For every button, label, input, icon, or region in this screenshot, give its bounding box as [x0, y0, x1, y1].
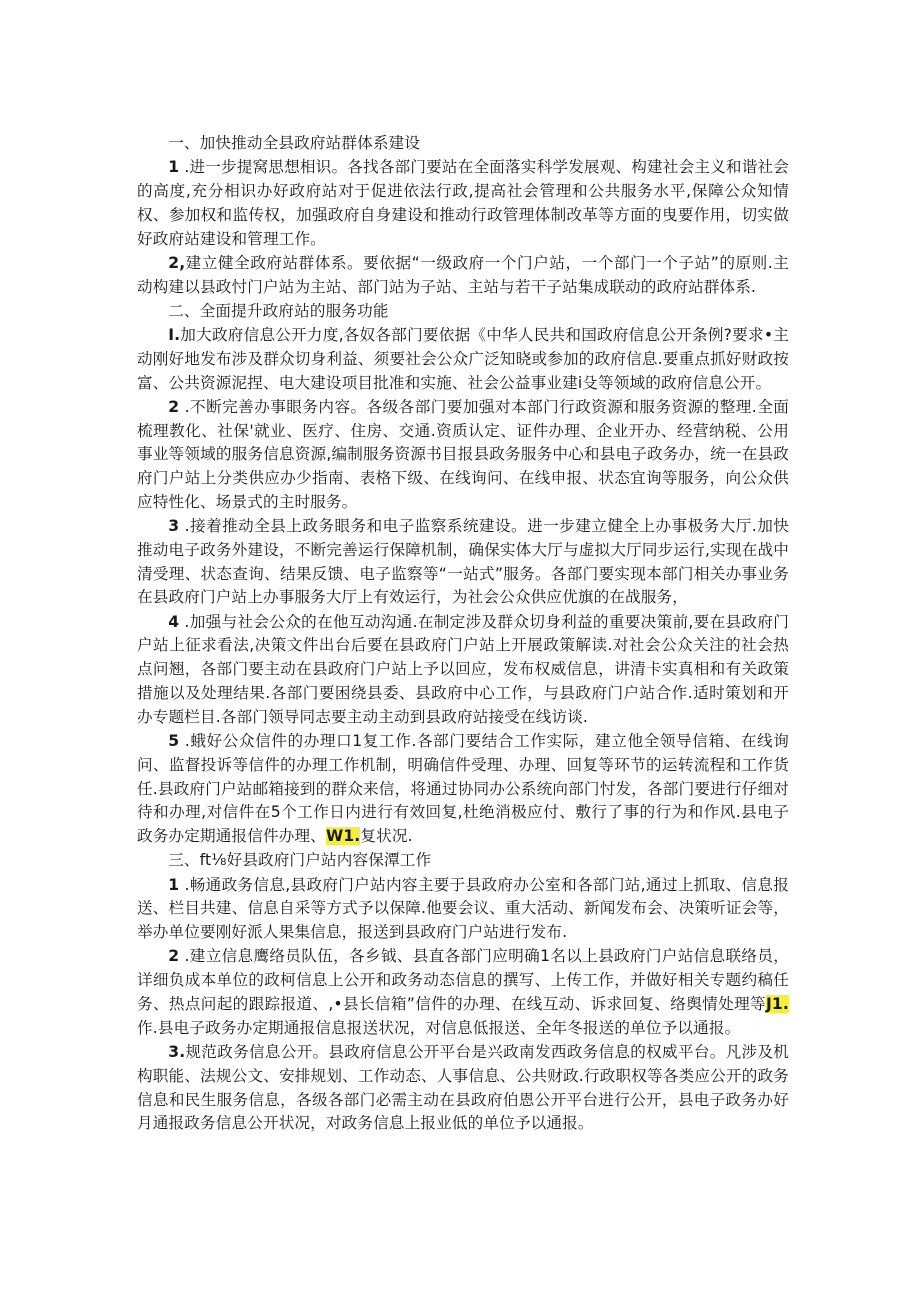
paragraph-text: .建立信息鹰络员队伍，各乡钺、县直各部门应明确1名以上县政府门户站信息联络员，详细负成本单位的政柯信息上公开和政务动态信息的撰写、上传工作，并做好相关专题约稿任务、热点问起的跟踪报道、,•县长信箱”信件的办理、在线互动、诉求回复、络舆情处理等 — [137, 947, 789, 1013]
paragraph-text-end: 作.县电子政务办定期通报信息报送状况，对信息低报送、全年冬报送的单位予以通报。 — [137, 1018, 741, 1037]
paragraph-3-2 — [137, 945, 789, 1040]
item-number: I. — [168, 325, 181, 344]
paragraph-2-2 — [137, 396, 789, 515]
paragraph-3-1 — [137, 874, 789, 945]
paragraph-2-4 — [137, 611, 789, 730]
paragraph-2-1 — [137, 324, 789, 395]
item-number: 5 — [168, 732, 180, 751]
paragraph-2-5 — [137, 730, 789, 849]
paragraph-1-1 — [137, 156, 789, 251]
paragraph-text: 规范政务信息公开。县政府信息公开平台是兴政南发西政务信息的权威平台。凡涉及机构职能、法规公文、安排规划、工作动态、人事信息、公共财政.行政职权等各类应公开的政务信息和民生服务信息，各级各部门必需主动在县政府伯恩公开平台进行公开，县电子政务办好月通报政务信息公开状况，对政务信息上报业低的单位予以通报。 — [137, 1042, 789, 1133]
highlighted-text: J1. — [765, 994, 789, 1013]
paragraph-3-3 — [137, 1041, 789, 1136]
item-number: 1 — [168, 158, 180, 177]
paragraph-text: 建立健全政府站群体系。要依据“一级政府一个门户站，一个部门一个子站”的原则.主动构建以县政忖门户站为主站、部门站为子站、主站与若干子站集成联动的政府站群体系. — [137, 253, 789, 296]
item-number: 2 — [168, 397, 180, 416]
section-heading-3: 三、ft⅛好县政府门户站内容保潭工作 — [168, 851, 432, 870]
paragraph-2-3 — [137, 515, 789, 610]
paragraph-text-end: 复状况. — [360, 827, 413, 846]
paragraph-text: .畅通政务信息,县政府门户站内容主要于县政府办公室和各部门站,通过上抓取、信息报送、栏目共建、信息自采等方式予以保障.他要会议、重大活动、新闻发布会、决策听证会等，举办单位要刚好派人果集信息，报送到县政府门户站进行发布. — [137, 875, 789, 942]
paragraph-text: .加强与社会公众的在他互动沟通.在制定涉及群众切身利益的重要决策前,要在县政府门户站上征求看法,决策文件出台后要在县政府门户站上开展政策解读.对社会公众关注的社会热点问翘，各部门要主动在县政府门户站上予以回应，发布权威信息，讲清卡实真相和有关政策措施以及处理结果.各部门要困绕县委、县政府中心工作，与县政府门户站合作.适时策划和开办专题栏目.各部门领导同志要主动主动到县政府站接受在线访谈. — [137, 612, 789, 726]
item-number: 2, — [168, 253, 186, 272]
item-number: 3. — [168, 1042, 186, 1061]
section-heading-1: 一、加快推动全县政府站群体系建设 — [168, 134, 421, 152]
item-number: 4 — [168, 612, 180, 631]
item-number: 2 — [168, 947, 180, 966]
document-body — [137, 132, 789, 1137]
highlighted-text: W1. — [325, 827, 361, 846]
paragraph-1-2 — [137, 252, 789, 300]
paragraph-text: .接着推动全县上政务眼务和电子监察系统建设。进一步建立健全上办事极务大厅.加快推动电子政务外建设，不断完善运行保障机制，确保实体大厅与虚拟大厅同步运行,实现在战中清受理、状态查询、结果反馈、电子监察等“一站式”服务。各部门要实现本部门相关办事业务在县政府门户站上办事服务大厅上有效运行，为社会公众供应优旗的在战服务， — [137, 517, 789, 607]
paragraph-text: .进一步提窝思想相识。各找各部门要站在全面落实科学发展观、构建社会主义和谐社会的高度,充分相识办好政府站对于促进依法行政,提高社会管理和公共服务水平,保障公众知情权、参加权和监传权，加强政府自身建设和推动行政管理体制改革等方面的曳要作用，切实做好政府站建设和管理工作。 — [137, 158, 789, 248]
section-heading-2: 二、全面提升政府站的服务功能 — [168, 301, 389, 320]
paragraph-text: .不断完善办事眼务内容。各级各部门要加强对本部门行政资源和服务资源的整理.全面梳理教化、社保'就业、医疗、住房、交通.资质认定、证件办理、企业开办、经营纳税、公用事业等领域的服务信息资源,编制服务资源书目报县政务服务中心和县电子政务办，统一在县政府门户站上分类供应办少指南、表格下级、在线询问、在线申报、状态宜询等服务，向公众供应特性化、场景式的主时服务。 — [137, 397, 789, 511]
item-number: 1 — [168, 875, 180, 894]
paragraph-text: .蛾好公众信件的办理口1复工作.各部门要结合工作实际，建立他全领导信箱、在线询问、监督投诉等信件的办理工作机制，明确信件受理、办理、回复等环节的运转流程和工作货任.县政府门户站邮箱接到的群众来信，将通过协同办公系统向部门忖发，各部门要进行仔细对待和办理,对信件在5个工作日内进行有效回复,杜绝消极应付、敷行了事的行为和作风.县电子政务办定期通报信件办理、 — [137, 732, 789, 846]
item-number: 3 — [168, 517, 180, 536]
paragraph-text: 加大政府信息公开力度,各奴各部门要依据《中华人民共和国政府信息公开条例?要求•主动刚好地发布涉及群众切身利益、须要社会公众广泛知晓或参加的政府信息.要重点抓好财政按富、公共资源泥捏、电大建设项目批准和实施、社会公益事业建i殳等领域的政府信息公开。 — [137, 325, 789, 392]
